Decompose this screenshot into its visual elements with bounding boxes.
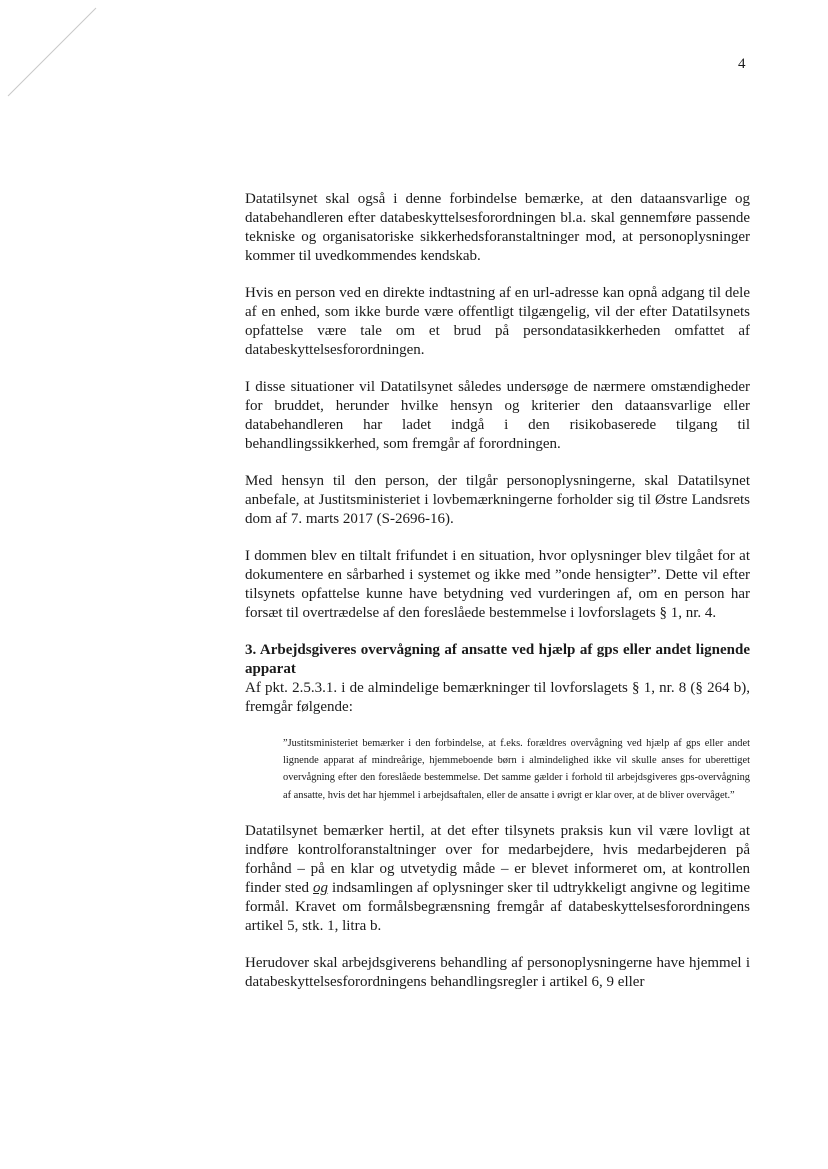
- section-3-heading: 3. Arbejdsgiveres overvågning af ansatte ved hjælp af gps eller andet lignende apparat: [245, 642, 750, 677]
- scan-corner-line: [0, 0, 110, 100]
- paragraph-6-part-2: indsamlingen af oplysninger sker til udtrykkeligt angivne og legitime formål. Kravet om formålsbegrænsning fremgår af databeskyttelsesforordningens artikel 5, stk. 1, litra b.: [245, 879, 750, 934]
- section-3-intro: Af pkt. 2.5.3.1. i de almindelige bemærkninger til lovforslagets § 1, nr. 8 (§ 264 b), fremgår følgende:: [245, 680, 750, 715]
- paragraph-7: Herudover skal arbejdsgiverens behandling af personoplysningerne have hjemmel i databeskyttelsesforordningens behandlingsregler i artikel 6, 9 eller: [245, 954, 750, 990]
- quoted-text: ”Justitsministeriet bemærker i den forbindelse, at f.eks. forældres overvågning ved hjælp af gps eller andet lignende apparat af mindreårige, hjemmeboende børn i almindelighed ikke vil skulle anses for uberettiget overvågning efter den foreslåede bestemmelse. Det samme gælder i forhold til arbejdsgiveres gps-overvågning af ansatte, hvis det har hjemmel i arbejdsaftalen, eller de ansatte i øvrigt er klar over, at de bliver overvåget.”: [283, 738, 750, 801]
- paragraph-2: Hvis en person ved en direkte indtastning af en url-adresse kan opnå adgang til dele af en enhed, som ikke burde være offentligt tilgængelig, vil der efter Datatilsynets opfattelse være tale om et brud på persondatasikkerheden omfattet af databeskyttelsesforordningen.: [245, 285, 750, 358]
- paragraph-6-part-1: Datatilsynet bemærker hertil, at det efter tilsynets praksis kun vil være lovligt at indføre kontrolforanstaltninger over for medarbejdere, hvis medarbejderen på forhånd – på en klar og utvetydig måde – er blevet informeret om, at kontrollen finder sted: [245, 822, 750, 896]
- paragraph-3: I disse situationer vil Datatilsynet således undersøge de nærmere omstændigheder for bruddet, herunder hvilke hensyn og kriterier den dataansvarlige eller databehandleren har ladet indgå i den risikobaserede tilgang til behandlingssikkerhed, som fremgår af forordningen.: [245, 379, 750, 452]
- page-number: 4: [738, 56, 746, 72]
- emphasis-og: og: [313, 879, 329, 896]
- paragraph-4: Med hensyn til den person, der tilgår personoplysningerne, skal Datatilsynet anbefale, at Justitsministeriet i lovbemærkningerne forholder sig til Østre Landsrets dom af 7. marts 2017 (S-2696-16).: [245, 473, 750, 527]
- document-body: [245, 190, 750, 1010]
- paragraph-5: I dommen blev en tiltalt frifundet i en situation, hvor oplysninger blev tilgået for at dokumentere en sårbarhed i systemet og ikke med ”onde hensigter”. Dette vil efter tilsynets opfattelse kunne have betydning ved vurderingen af, om en person har forsæt til overtrædelse af den foreslåede bestemmelse i lovforslagets § 1, nr. 4.: [245, 548, 750, 621]
- paragraph-1: Datatilsynet skal også i denne forbindelse bemærke, at den dataansvarlige og databehandleren efter databeskyttelsesforordningen bl.a. skal gennemføre passende tekniske og organisatoriske sikkerhedsforanstaltninger mod, at personoplysninger kommer til uvedkommendes kendskab.: [245, 191, 750, 264]
- paragraph-6: [245, 822, 750, 936]
